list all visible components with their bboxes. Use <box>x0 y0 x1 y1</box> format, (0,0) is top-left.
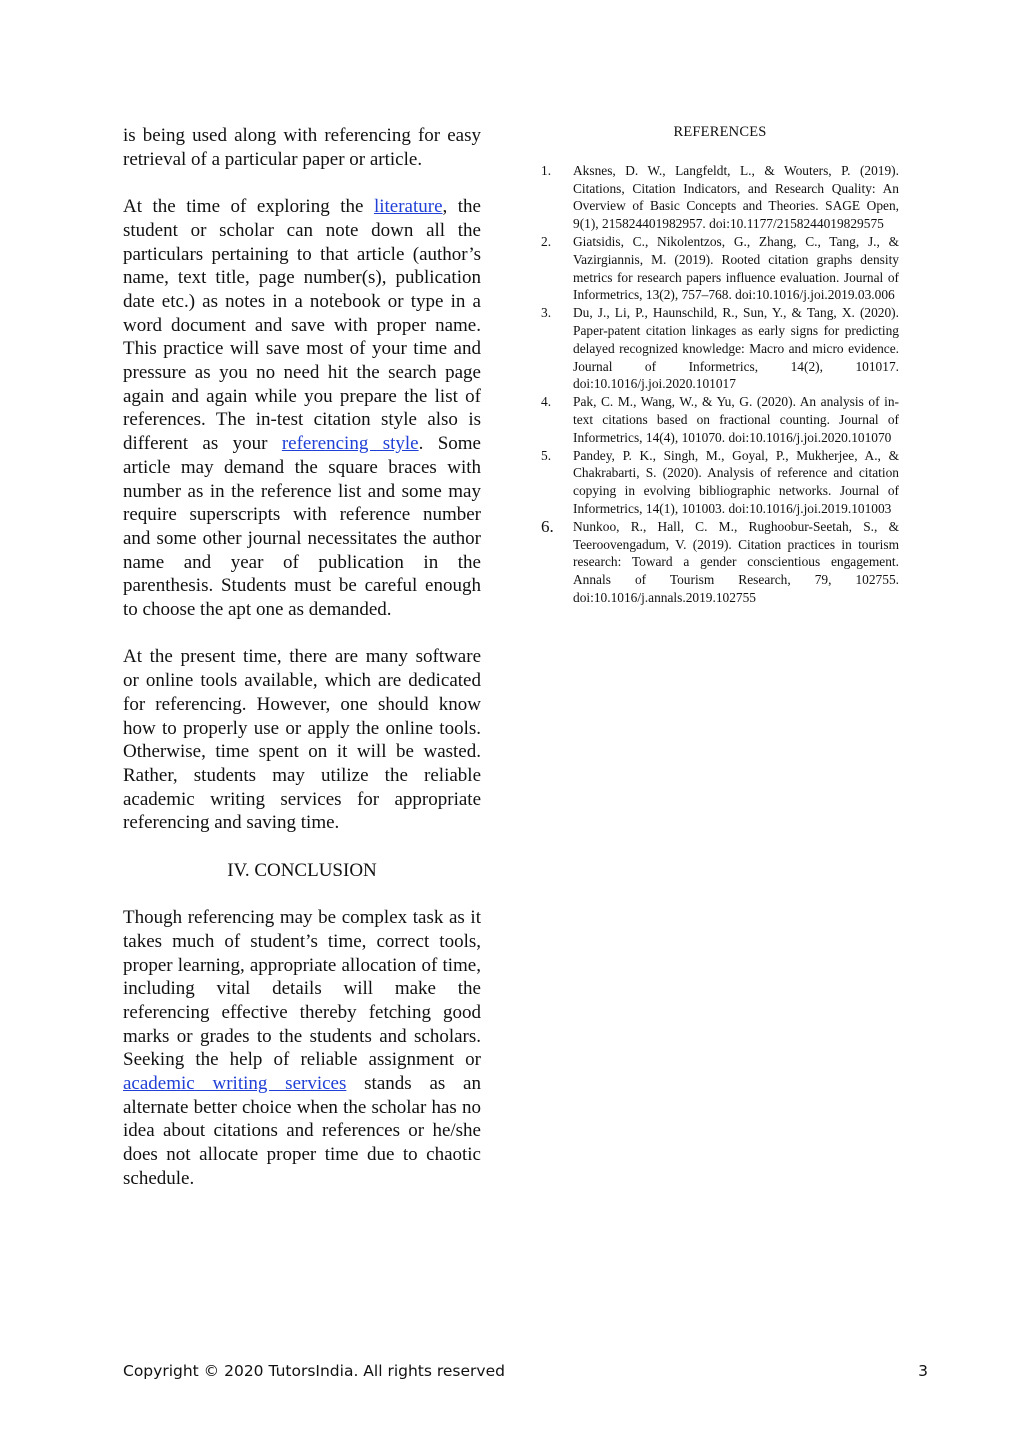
reference-text: Pandey, P. K., Singh, M., Goyal, P., Mukherjee, A., & Chakrabarti, S. (2020). Analysis of reference and citation copying in evolving bibliographic networks. Journal of Informetrics, 14(1), 101003. doi:10.1016/j.joi.2019.101003 <box>573 447 899 516</box>
reference-text: Nunkoo, R., Hall, C. M., Rughoobur-Seetah, S., & Teeroovengadum, V. (2019). Citation practices in tourism research: Toward a gender conscientious engagement. Annals of Tourism Research, 79, 102755. doi:10.1016/j.annals.2019.102755 <box>573 518 899 605</box>
reference-list <box>541 162 899 607</box>
academic-writing-services-link[interactable]: academic writing services <box>123 1073 347 1095</box>
section-heading-conclusion: IV. CONCLUSION <box>227 859 377 881</box>
paragraph-exploring-literature <box>123 195 481 622</box>
left-column <box>123 124 481 1214</box>
reference-text: Pak, C. M., Wang, W., & Yu, G. (2020). An analysis of in-text citations based on fractional counting. Journal of Informetrics, 14(4), 101070. doi:10.1016/j.joi.2020.101070 <box>573 394 899 445</box>
references-title: REFERENCES <box>673 124 767 140</box>
paragraph-online-tools: At the present time, there are many software or online tools available, which are dedicated for referencing. However, one should know how to properly use or apply the online tools. Otherwise, time spent on it will be wasted. Rather, students may utilize the reliable academic writing services for appropriate referencing and saving time. <box>123 646 481 834</box>
references-column <box>541 124 899 607</box>
reference-item <box>541 518 899 607</box>
reference-item <box>541 162 899 233</box>
paragraph-text: . Some article may demand the square braces with number as in the reference list and some may require superscripts with reference number and some other journal necessitates the author name and year of publication in the parenthesis. Students must be careful enough to choose the apt one as demanded. <box>123 433 481 621</box>
literature-link[interactable]: literature <box>373 196 443 218</box>
paragraph-text: Though referencing may be complex task as it takes much of student’s time, correct tools, proper learning, appropriate allocation of time, including vital details will make the referencing effective thereby fetching good marks or grades to the students and scholars. Seeking the help of reliable assignment or <box>123 907 481 1071</box>
reference-number: 5. <box>541 447 552 463</box>
paragraph-text: stands as an alternate better choice when the scholar has no idea about citations and references or he/she does not allocate proper time due to chaotic schedule. <box>123 1073 481 1189</box>
reference-text: Giatsidis, C., Nikolentzos, G., Zhang, C., Tang, J., & Vazirgiannis, M. (2019). Rooted citation graphs density metrics for research papers influence evaluation. Journal of Informetrics, 13(2), 757–768. doi:10.1016/j.joi.2019.03.006 <box>573 233 899 303</box>
paragraph-text: At the time of exploring the <box>123 196 374 218</box>
reference-text: Du, J., Li, P., Haunschild, R., Sun, Y., & Tang, X. (2020). Paper-patent citation linkages as early signs for predicting delayed recognized knowledge: Macro and micro evidence. Journal of Informetrics, 14(2), 101017. doi:10.1016/j.joi.2020.101017 <box>573 305 899 392</box>
paragraph-text: , the student or scholar can note down all the particulars pertaining to that article (author’s name, text title, page number(s), publication date etc.) as notes in a notebook or type in a word document and save with proper name. This practice will save most of your time and pressure as you no need hit the search page again and again while you prepare the list of references. The in-test citation style also is different as your <box>123 196 481 455</box>
paragraph-conclusion <box>123 906 481 1190</box>
reference-item <box>541 447 899 518</box>
reference-item <box>541 393 899 446</box>
page-footer <box>123 1362 928 1380</box>
reference-item <box>541 304 899 393</box>
paragraph-retrieval: is being used along with referencing for easy retrieval of a particular paper or article. <box>123 125 481 170</box>
page-number: 3 <box>918 1362 928 1380</box>
referencing-style-link[interactable]: referencing style <box>281 433 419 455</box>
reference-text: Aksnes, D. W., Langfeldt, L., & Wouters, P. (2019). Citations, Citation Indicators, and Research Quality: An Overview of Basic Concepts and Theories. SAGE Open, 9(1), 215824401982957. doi:10.1177/2158244019829575 <box>573 162 899 232</box>
reference-number: 4. <box>541 394 552 410</box>
reference-number: 2. <box>541 233 552 249</box>
copyright-notice: Copyright © 2020 TutorsIndia. All rights reserved <box>123 1362 505 1380</box>
reference-number: 1. <box>541 162 552 178</box>
reference-number: 3. <box>541 305 552 321</box>
reference-item <box>541 233 899 304</box>
reference-number: 6. <box>541 516 554 536</box>
